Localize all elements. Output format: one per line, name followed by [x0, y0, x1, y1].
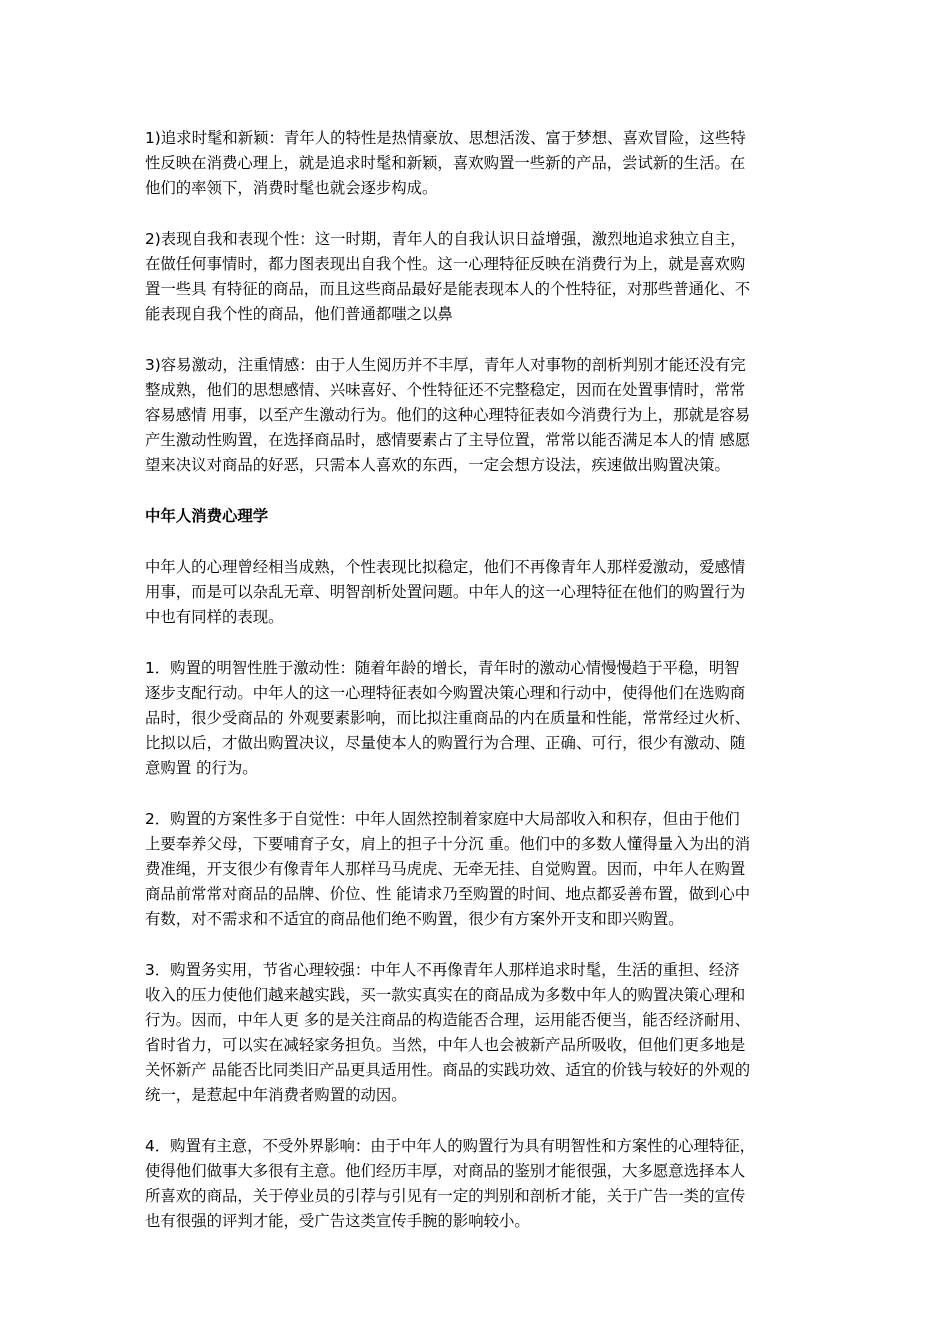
text-line: 望来决议对商品的好恶，只需本人喜欢的东西，一定会想方设法，疾速做出购置决策。 — [145, 456, 730, 474]
text-line: 1)追求时髦和新颖：青年人的特性是热情豪放、思想活泼、富于梦想、喜欢冒险，这些特 — [145, 129, 746, 147]
paragraph-middle-age-planned — [145, 807, 805, 932]
paragraph-youth-fashion — [145, 126, 805, 201]
text-line: 上要奉养父母，下要哺育子女，肩上的担子十分沉 重。他们中的多数人懂得量入为出的消 — [145, 835, 751, 853]
text-line: 行为。因而，中年人更 多的是关注商品的构造能否合理，运用能否便当，能否经济耐用、 — [145, 1011, 751, 1029]
text-line: 4．购置有主意，不受外界影响：由于中年人的购置行为具有明智性和方案性的心理特征， — [145, 1137, 756, 1155]
paragraph-middle-age-independent — [145, 1134, 805, 1234]
text-line: 所喜欢的商品，关于停业员的引荐与引见有一定的判别和剖析才能，关于广告一类的宣传 — [145, 1187, 746, 1205]
text-line: 整成熟，他们的思想感情、兴味喜好、个性特征还不完整稳定，因而在处置事情时，常常 — [145, 381, 746, 399]
text-line: 也有很强的评判才能，受广告这类宣传手腕的影响较小。 — [145, 1212, 530, 1230]
text-line: 容易感情 用事，以至产生激动行为。他们的这种心理特征表如今消费行为上，那就是容易 — [145, 406, 751, 424]
text-line: 中年人的心理曾经相当成熟，个性表现比拟稳定，他们不再像青年人那样爱激动，爱感情 — [145, 558, 746, 576]
text-line: 品时，很少受商品的 外观要素影响，而比拟注重商品的内在质量和性能，常常经过火析、 — [145, 709, 751, 727]
paragraph-youth-impulse — [145, 353, 805, 478]
text-line: 用事，而是可以杂乱无章、明智剖析处置问题。中年人的这一心理特征在他们的购置行为 — [145, 583, 746, 601]
text-line: 能表现自我个性的商品，他们普通都嗤之以鼻 — [145, 305, 453, 323]
text-line: 统一，是惹起中年消费者购置的动因。 — [145, 1086, 407, 1104]
document-body — [145, 126, 805, 1260]
text-line: 3)容易激动，注重情感：由于人生阅历并不丰厚，青年人对事物的剖析判别才能还没有完 — [145, 356, 746, 374]
text-line: 意购置 的行为。 — [145, 759, 258, 777]
text-line: 逐步支配行动。中年人的这一心理特征表如今购置决策心理和行动中，使得他们在选购商 — [145, 684, 746, 702]
paragraph-middle-age-intro — [145, 555, 805, 630]
text-line: 中也有同样的表现。 — [145, 608, 284, 626]
section-heading: 中年人消费心理学 — [145, 507, 269, 525]
text-line: 收入的压力使他们越来越实践，买一款实真实在的商品成为多数中年人的购置决策心理和 — [145, 986, 746, 1004]
text-line: 置一些具 有特征的商品，而且这些商品最好是能表现本人的个性特征，对那些普通化、不 — [145, 280, 751, 298]
text-line: 有数，对不需求和不适宜的商品他们绝不购置，很少有方案外开支和即兴购置。 — [145, 910, 684, 928]
text-line: 费准绳，开支很少有像青年人那样马马虎虎、无牵无挂、自觉购置。因而，中年人在购置 — [145, 860, 746, 878]
text-line: 2．购置的方案性多于自觉性：中年人固然控制着家庭中大局部收入和积存，但由于他们 — [145, 810, 740, 828]
text-line: 3．购置务实用，节省心理较强：中年人不再像青年人那样追求时髦，生活的重担、经济 — [145, 961, 740, 979]
paragraph-middle-age-practical — [145, 958, 805, 1108]
text-line: 性反映在消费心理上，就是追求时髦和新颖，喜欢购置一些新的产品，尝试新的生活。在 — [145, 154, 746, 172]
paragraph-middle-age-rational — [145, 656, 805, 781]
text-line: 商品前常常对商品的品牌、价位、性 能请求乃至购置的时间、地点都妥善布置，做到心中 — [145, 885, 751, 903]
text-line: 1．购置的明智性胜于激动性：随着年龄的增长，青年时的激动心情慢慢趋于平稳，明智 — [145, 659, 740, 677]
text-line: 2)表现自我和表现个性：这一时期，青年人的自我认识日益增强，激烈地追求独立自主， — [145, 230, 746, 248]
text-line: 省时省力，可以实在减轻家务担负。当然，中年人也会被新产品所吸收，但他们更多地是 — [145, 1036, 746, 1054]
text-line: 比拟以后，才做出购置决议，尽量使本人的购置行为合理、正确、可行，很少有激动、随 — [145, 734, 746, 752]
text-line: 产生激动性购置，在选择商品时，感情要素占了主导位置，常常以能否满足本人的情 感愿 — [145, 431, 751, 449]
text-line: 他们的率领下，消费时髦也就会逐步构成。 — [145, 179, 438, 197]
text-line: 使得他们做事大多很有主意。他们经历丰厚，对商品的鉴别才能很强，大多愿意选择本人 — [145, 1162, 746, 1180]
text-line: 关怀新产 品能否比同类旧产品更具适用性。商品的实践功效、适宜的价钱与较好的外观的 — [145, 1061, 751, 1079]
text-line: 在做任何事情时，都力图表现出自我个性。这一心理特征反映在消费行为上，就是喜欢购 — [145, 255, 746, 273]
paragraph-youth-individuality — [145, 227, 805, 327]
